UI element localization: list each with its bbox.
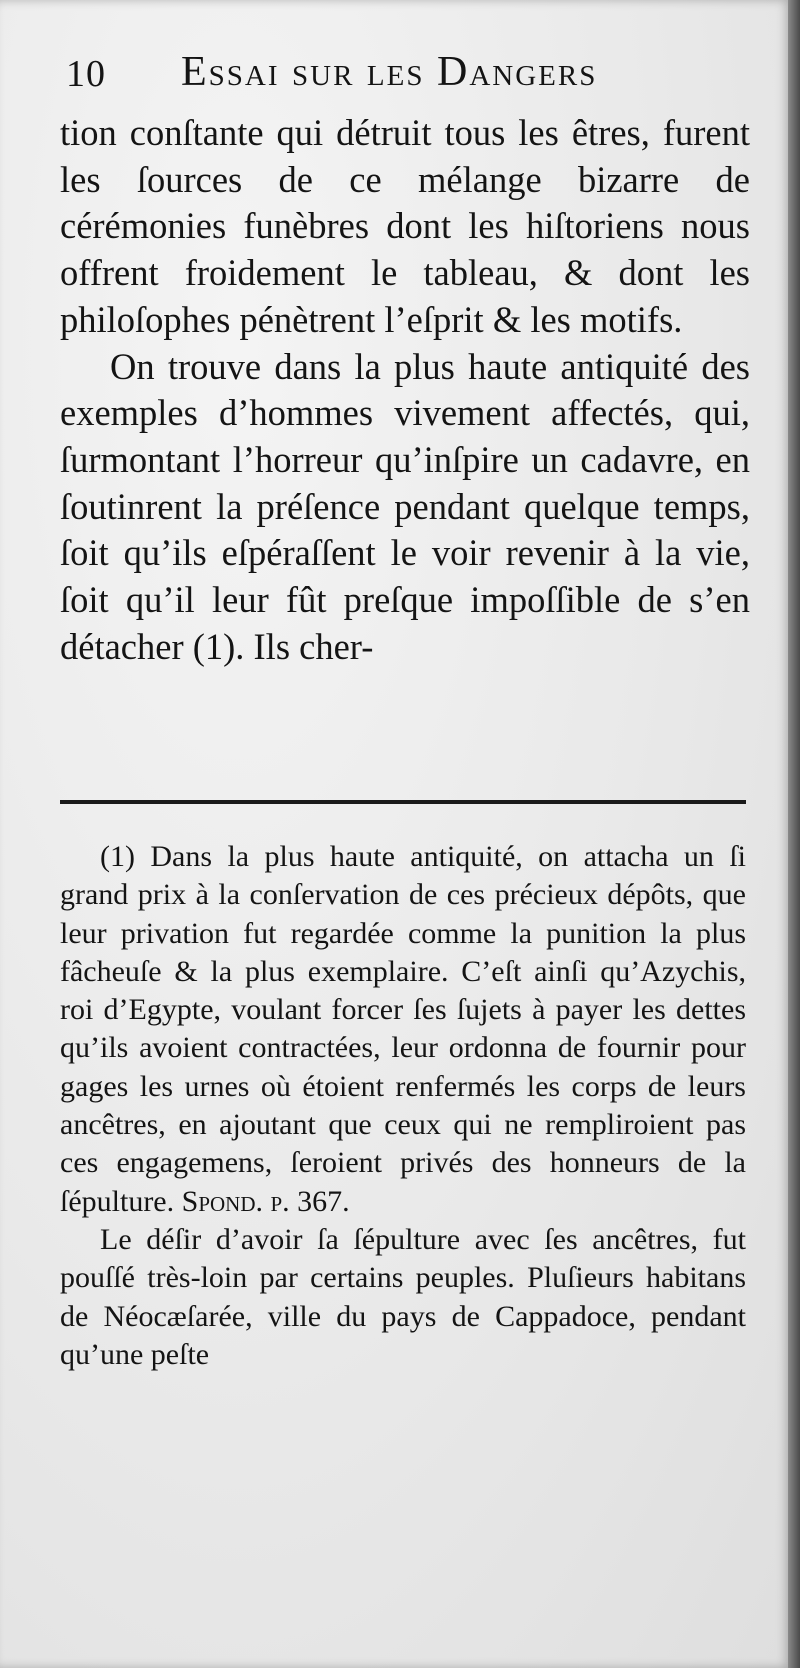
page-edge-shadow bbox=[788, 0, 800, 1668]
footnote-paragraph-1 bbox=[60, 838, 746, 1221]
footnote-text: (1) Dans la plus haute antiquité, on attacha un ſi grand prix à la conſervation de ces précieux dépôts, que leur privation fut regardée comme la punition la plus fâcheuſe & la plus exemplaire. C’eſt ainſi qu’Azychis, roi d’Egypte, voulant forcer ſes ſujets à payer les dettes qu’ils avoient contractées, leur ordonna de fournir pour gages les urnes où étoient renfermés les corps de leurs ancêtres, en ajoutant que ceux qui ne rempliroient pas ces engagemens, ſeroient privés des honneurs de la ſépulture. bbox=[60, 840, 746, 1218]
body-paragraph-2: On trouve dans la plus haute antiquité des exemples d’hommes vivement affectés, qui, ſurmontant l’horreur qu’inſpire un cadavre, en ſoutinrent la préſence pendant quelque temps, ſoit qu’ils eſpéraſſent le voir revenir à la vie, ſoit qu’il leur fût preſque impoſſible de s’en détacher (1). Ils cher- bbox=[60, 345, 750, 667]
page-number: 10 bbox=[66, 53, 106, 95]
running-title: Essai sur les Dangers bbox=[181, 49, 598, 95]
footnotes bbox=[60, 838, 746, 1374]
page-header bbox=[66, 48, 726, 108]
body-paragraph-1: tion conſtante qui détruit tous les êtres, furent les ſources de ce mélange bizarre de cérémonies funèbres dont les hiſtoriens nous offrent froidement le tableau, & dont les philoſophes pénètrent l’eſprit & les motifs. bbox=[60, 112, 750, 340]
footnote-separator-rule bbox=[60, 800, 746, 804]
footnote-citation: Spond. p. 367. bbox=[181, 1184, 350, 1218]
main-text bbox=[60, 110, 750, 670]
footnote-paragraph-2: Le déſir d’avoir ſa ſépulture avec ſes ancêtres, fut pouſſé très-loin par certains peuples. Pluſieurs habitans de Néocæſarée, ville du pays de Cappadoce, pendant qu’une peſte bbox=[60, 1222, 746, 1371]
